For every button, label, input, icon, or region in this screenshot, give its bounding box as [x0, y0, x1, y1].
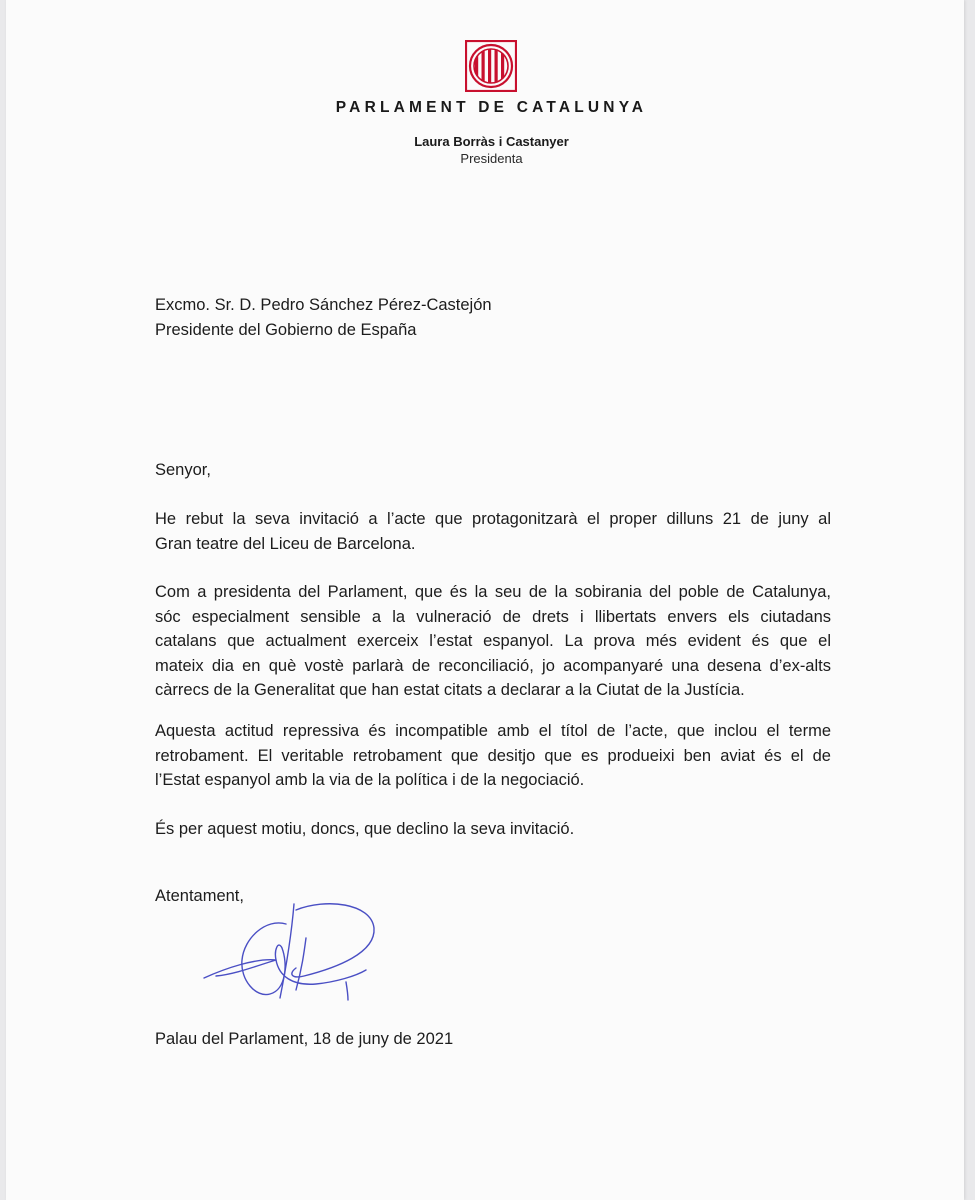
- paragraph-1: [155, 507, 831, 556]
- paragraph-2-line: Com a presidenta del Parlament, que és la seu de la sobirania del poble de Catalunya,: [155, 583, 831, 601]
- sender-role: Presidenta: [460, 151, 523, 166]
- place-and-date: Palau del Parlament, 18 de juny de 2021: [155, 1030, 454, 1048]
- paragraph-2-line: sóc especialment sensible a la vulneració de drets i llibertats envers els ciutadans: [155, 607, 831, 626]
- paragraph-2-line: catalans que actualment exerceix l’estat espanyol. La prova més evident és que el: [155, 632, 831, 650]
- paragraph-2-line: càrrecs de la Generalitat que han estat citats a declarar a la Ciutat de la Justícia.: [155, 681, 745, 699]
- paragraph-3-line: Aquesta actitud repressiva és incompatible amb el títol de l’acte, que inclou el terme: [155, 722, 831, 740]
- paragraph-2: [155, 580, 831, 703]
- handwritten-signature-icon: [196, 898, 386, 1008]
- greeting: Senyor,: [155, 461, 211, 479]
- paragraph-1-line: He rebut la seva invitació a l’acte que protagonitzarà el proper dilluns 21 de juny al: [155, 510, 831, 528]
- addressee-block: [155, 293, 492, 343]
- senyera-emblem-icon: [465, 40, 517, 92]
- paragraph-3-line: l’Estat espanyol amb la via de la política i de la negociació.: [155, 771, 585, 789]
- paragraph-4: És per aquest motiu, doncs, que declino la seva invitació.: [155, 820, 575, 838]
- addressee-title: Presidente del Gobierno de España: [155, 321, 417, 339]
- institution-name: PARLAMENT DE CATALUNYA: [335, 99, 648, 116]
- addressee-name: Excmo. Sr. D. Pedro Sánchez Pérez-Castejón: [155, 296, 492, 314]
- paragraph-3: [155, 719, 831, 793]
- paragraph-1-line: Gran teatre del Liceu de Barcelona.: [155, 534, 416, 553]
- paragraph-3-line: retrobament. El veritable retrobament que desitjo que es produeixi ben aviat és el de: [155, 746, 831, 765]
- closing: Atentament,: [155, 887, 244, 905]
- paragraph-2-line: mateix dia en què vostè parlarà de reconciliació, jo acompanyaré una desena d’ex-alts: [155, 656, 831, 675]
- sender-name: Laura Borràs i Castanyer: [414, 134, 569, 149]
- letter-page: [6, 0, 964, 1200]
